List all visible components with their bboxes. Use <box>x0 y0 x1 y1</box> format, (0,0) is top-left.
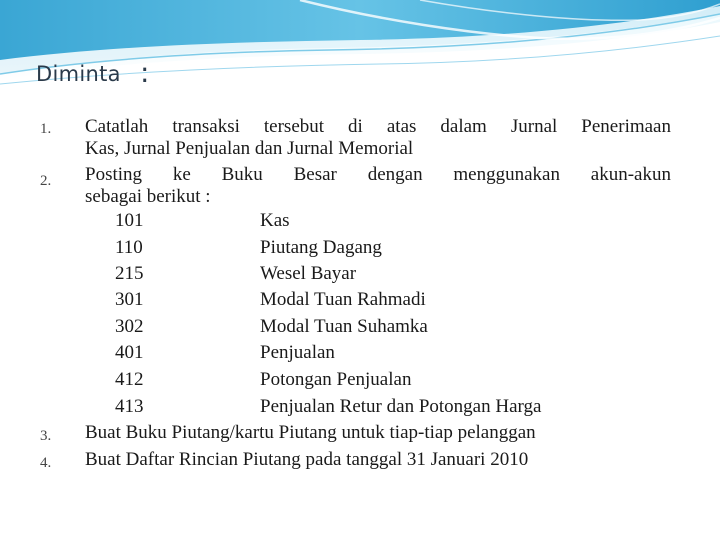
account-code: 412 <box>115 369 144 390</box>
account-name: Penjualan Retur dan Potongan Harga <box>260 396 542 417</box>
account-code: 401 <box>115 342 144 363</box>
account-code: 215 <box>115 263 144 284</box>
account-code: 301 <box>115 289 144 310</box>
list-number: 4. <box>40 455 52 471</box>
slide-title-colon: : <box>140 56 150 89</box>
account-name: Potongan Penjualan <box>260 369 412 390</box>
account-name: Modal Tuan Rahmadi <box>260 289 426 310</box>
list-item-text: Posting ke Buku Besar dengan menggunakan akun-akun <box>85 164 671 185</box>
list-item-text: sebagai berikut : <box>85 186 211 207</box>
list-item-text: Kas, Jurnal Penjualan dan Jurnal Memorial <box>85 138 414 159</box>
list-item-text: Buat Daftar Rincian Piutang pada tanggal 31 Januari 2010 <box>85 449 529 470</box>
account-code: 110 <box>115 237 143 258</box>
account-code: 101 <box>115 210 144 231</box>
list-item-text: Buat Buku Piutang/kartu Piutang untuk tiap-tiap pelanggan <box>85 422 536 443</box>
account-name: Modal Tuan Suhamka <box>260 316 428 337</box>
list-number: 2. <box>40 173 52 189</box>
account-name: Piutang Dagang <box>260 237 382 258</box>
slide-title: Diminta <box>36 62 121 86</box>
account-code: 302 <box>115 316 144 337</box>
account-name: Kas <box>260 210 290 231</box>
account-name: Penjualan <box>260 342 335 363</box>
account-name: Wesel Bayar <box>260 263 357 284</box>
account-code: 413 <box>115 396 144 417</box>
list-number: 3. <box>40 428 52 444</box>
list-number: 1. <box>40 121 52 137</box>
list-item-text: Catatlah transaksi tersebut di atas dalam Jurnal Penerimaan <box>85 116 671 137</box>
